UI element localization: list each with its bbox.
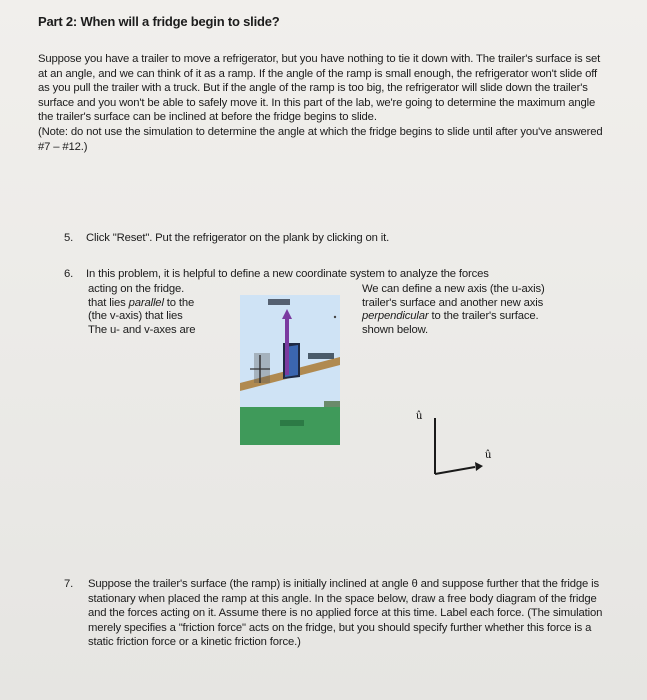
question-text: Click "Reset". Put the refrigerator on the plank by clicking on it. xyxy=(86,232,390,244)
question-5 xyxy=(64,232,584,244)
intro-text xyxy=(38,52,604,154)
v-axis-label: û xyxy=(416,411,423,422)
question-number: 7. xyxy=(64,578,74,590)
sim-label-tag xyxy=(308,353,334,359)
ground-label xyxy=(280,420,304,426)
question-6-intro xyxy=(64,268,604,280)
u-axis-line xyxy=(435,467,475,474)
part-heading: Part 2: When will a fridge begin to slide? xyxy=(38,14,280,29)
text-line: (the v-axis) that lies xyxy=(88,310,183,323)
text-line: The u- and v-axes are xyxy=(88,323,196,336)
uv-axes xyxy=(405,410,525,485)
text-line: shown below. xyxy=(362,323,429,336)
u-arrowhead xyxy=(475,462,483,471)
intro-note: (Note: do not use the simulation to determine the angle at which the fridge begins to slide until after you've answered #7 – #12.) xyxy=(38,125,603,153)
text-line: that lies parallel to the xyxy=(88,296,195,309)
text-line: We can define a new axis (the u-axis) xyxy=(362,283,545,295)
question-text: Suppose the trailer's surface (the ramp) is initially inclined at angle θ and suppose further that the fridge is stationary when placed the ramp at this angle. In the space below, draw a free body diagram of the fridge and the forces acting on it. Assume there is no applied force at this time. Label each force. (The simulation merely specifies a "friction force" acts on the fridge, but you should specify further whether this force is a static friction force or a kinetic friction force.) xyxy=(88,578,603,649)
question-text: In this problem, it is helpful to define a new coordinate system to analyze the forces xyxy=(86,268,489,280)
intro-paragraph: Suppose you have a trailer to move a refrigerator, but you have nothing to tie it down with. The trailer's surface is set at an angle, and we can think of it as a ramp. If the angle of the ramp is small enough, the refrigerator won't slide off as you pull the trailer with a truck. But if the angle of the ramp is too big, the refrigerator will slide down the trailer's surface and you won't be able to safely move it. In this part of the lab, we're going to determine the maximum angle the trailer's surface can be inclined at before the fridge begins to slide. xyxy=(38,53,601,124)
question-6-right-column xyxy=(362,283,612,337)
text-line: perpendicular to the trailer's surface. xyxy=(362,310,539,323)
emphasis-perpendicular: perpendicular xyxy=(362,310,429,323)
emphasis-parallel: parallel xyxy=(128,296,164,309)
simulation-image xyxy=(240,295,340,445)
simulation-illustration xyxy=(240,295,340,445)
u-axis-label: û xyxy=(485,450,492,461)
question-number: 5. xyxy=(64,232,74,244)
question-6-left-column xyxy=(88,283,233,337)
text-line: trailer's surface and another new axis xyxy=(362,296,544,309)
question-7 xyxy=(64,577,608,650)
text-line: acting on the fridge. xyxy=(88,283,185,295)
sim-toolbar-icon xyxy=(268,299,290,305)
question-number: 6. xyxy=(64,268,74,280)
uv-axes-diagram xyxy=(405,410,525,485)
